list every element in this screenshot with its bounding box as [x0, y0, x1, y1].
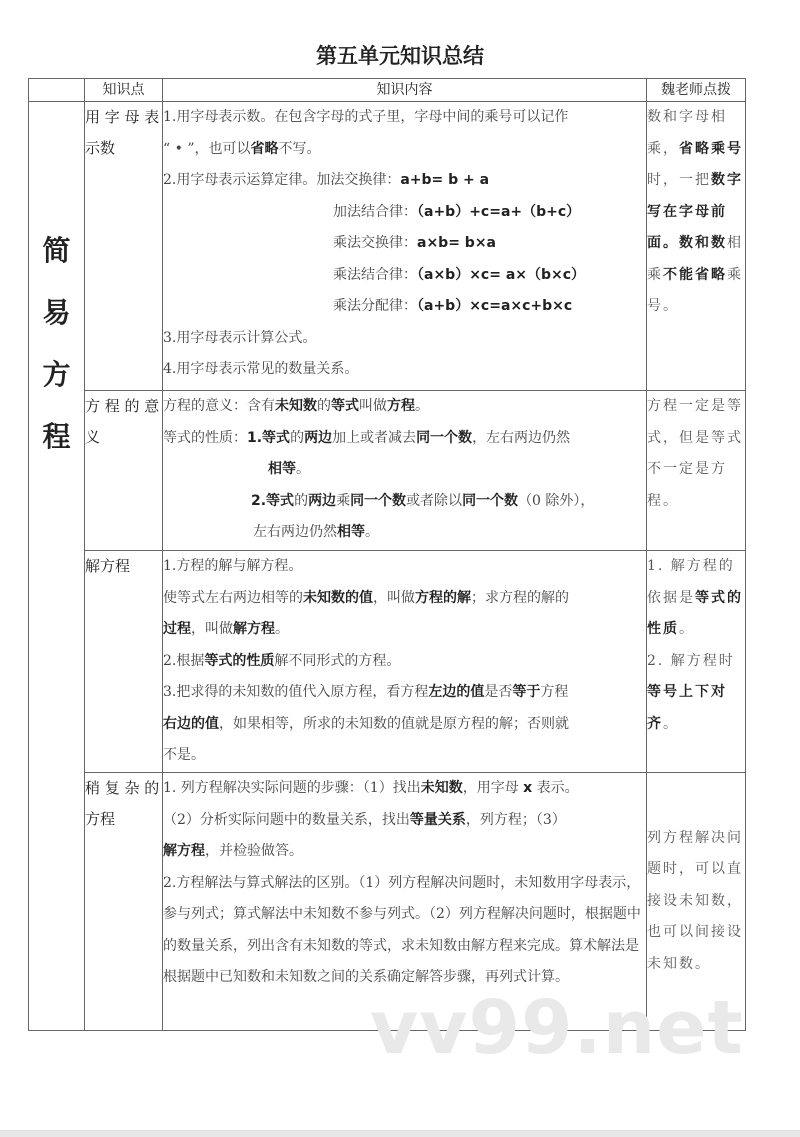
content-line: 右边的值，如果相等，所求的未知数的值就是原方程的解；否则就	[163, 715, 569, 732]
header-topic: 知识点	[85, 79, 163, 102]
table-row	[29, 551, 746, 773]
topic-cell: 方 程 的 意义	[85, 391, 163, 551]
content-line: 1. 列方程解决实际问题的步骤：（1）找出未知数，用字母 x 表示。	[163, 780, 579, 796]
content-line: 1.方程的解与解方程。	[163, 558, 303, 574]
content-line: 不是。	[163, 747, 205, 763]
page-bottom-edge	[0, 1130, 800, 1137]
table-row	[29, 773, 746, 1031]
content-line: 1.用字母表示数。在包含字母的式子里，字母中间的乘号可以记作	[163, 109, 569, 125]
content-cell	[163, 551, 647, 773]
content-line: 4.用字母表示常见的数量关系。	[163, 361, 359, 377]
tip-cell: 数和字母相乘，省略乘号时，一把数字写在字母前面。数和数相乘不能省略乘号。	[647, 102, 746, 391]
tip-cell: 列方程解决问题时，可以直接设未知数，也可以间接设未知数。	[647, 773, 746, 1031]
knowledge-table	[28, 78, 746, 1031]
content-line: 3.用字母表示计算公式。	[163, 329, 317, 346]
content-line: 过程，叫做解方程。	[163, 621, 289, 637]
content-line: 3.把求得的未知数的值代入原方程，看方程左边的值是否等于方程	[163, 684, 569, 700]
header-content: 知识内容	[163, 79, 647, 102]
content-line: 2.用字母表示运算定律。加法交换律：a+b= b + a	[163, 172, 490, 188]
content-line: “ • ”，也可以省略不写。	[163, 140, 321, 157]
header-unit	[29, 79, 85, 102]
content-line: 解方程，并检验做答。	[163, 843, 303, 859]
unit-char: 易	[42, 296, 71, 329]
content-cell	[163, 773, 647, 1031]
table-row	[29, 102, 746, 391]
content-line: 相等。	[268, 461, 310, 477]
unit-char: 简	[42, 234, 71, 267]
content-cell	[163, 102, 647, 391]
content-line: 乘法分配律：（a+b）×c=a×c+b×c	[333, 298, 573, 314]
content-line: 2.等式的两边乘同一个数或者除以同一个数（0 除外），	[251, 492, 595, 509]
topic-cell: 稍 复 杂 的方程	[85, 773, 163, 1031]
content-line: 使等式左右两边相等的未知数的值，叫做方程的解；求方程的解的	[163, 589, 569, 606]
unit-title	[29, 102, 85, 1031]
watermark: vv99.net	[370, 985, 744, 1071]
content-paragraph: 2.方程解法与算式解法的区别。（1）列方程解决问题时，未知数用字母表示，参与列式；算式解法中未知数不参与列式。（2）列方程解决问题时，根据题中的数量关系，列出含有未知数的等式，求未知数由解方程来完成。算术解法是根据题中已知数和未知数之间的关系确定解答步骤，再列式计算。	[163, 874, 641, 985]
unit-char: 程	[42, 420, 71, 453]
topic-cell: 用 字 母 表示数	[85, 102, 163, 391]
content-line: 方程的意义：含有未知数的等式叫做方程。	[163, 398, 429, 414]
content-line: 2.根据等式的性质解不同形式的方程。	[163, 652, 401, 669]
content-line: 乘法交换律：a×b= b×a	[333, 235, 497, 251]
header-row	[29, 79, 746, 102]
content-cell	[163, 391, 647, 551]
tip-cell: 1. 解方程的依据是等式的性质。 2. 解方程时等号上下对齐。	[647, 551, 746, 773]
tip-cell: 方程一定是等式，但是等式不一定是方程。	[647, 391, 746, 551]
page-title: 第五单元知识总结	[316, 44, 484, 68]
content-line: 乘法结合律：（a×b）×c= a×（b×c）	[333, 266, 586, 283]
content-line: 加法结合律：（a+b）+c=a+（b+c）	[333, 203, 581, 220]
header-tip: 魏老师点拨	[647, 79, 746, 102]
content-line: 左右两边仍然相等。	[253, 524, 379, 540]
topic-cell: 解方程	[85, 551, 163, 773]
content-line: （2）分析实际问题中的数量关系，找出等量关系，列方程；（3）	[163, 811, 566, 828]
table-row	[29, 391, 746, 551]
content-line: 等式的性质：1.等式的两边加上或者减去同一个数，左右两边仍然	[163, 429, 571, 446]
unit-char: 方	[42, 358, 71, 391]
